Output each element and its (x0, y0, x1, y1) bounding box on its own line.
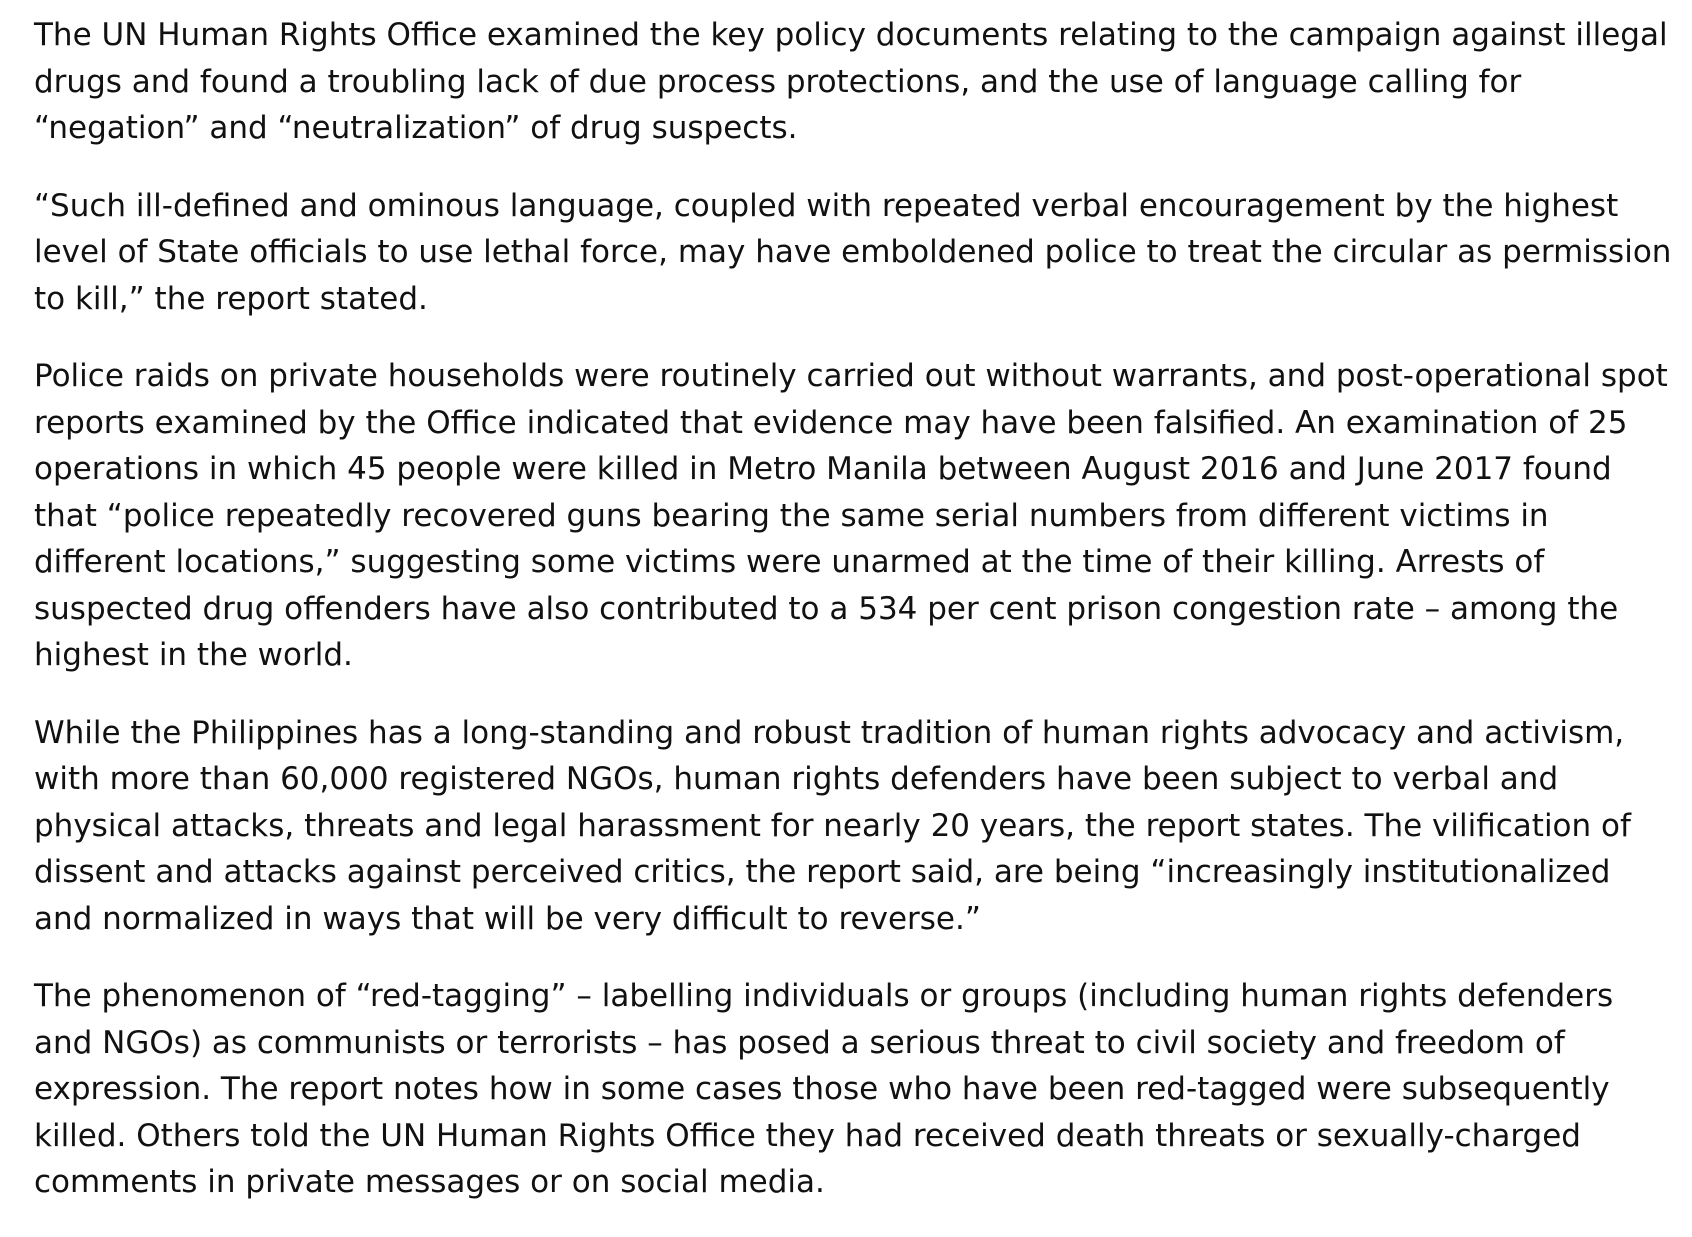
paragraph-red-tagging: The phenomenon of “red-tagging” – labelling individuals or groups (including human rights defenders and NGOs) as communists or terrorists – has posed a serious threat to civil society and freedom of expression. The report notes how in some cases those who have been red-tagged were subsequently killed. Others told the UN Human Rights Office they had received death threats or sexually-charged comments in private messages or on social media. (34, 978, 1614, 1200)
paragraph-police-raids: Police raids on private households were routinely carried out without warrants, and post-operational spot reports examined by the Office indicated that evidence may have been falsified. An examination of 25 operations in which 45 people were killed in Metro Manila between August 2016 and June 2017 found that “police repeatedly recovered guns bearing the same serial numbers from different victims in different locations,” suggesting some victims were unarmed at the time of their killing. Arrests of suspected drug offenders have also contributed to a 534 per cent prison congestion rate – among the highest in the world. (34, 358, 1668, 673)
paragraph-report-quote: “Such ill-defined and ominous language, coupled with repeated verbal encouragement by the highest level of State officials to use lethal force, may have emboldened police to treat the circular as permission to kill,” the report stated. (34, 187, 1672, 317)
article-body (34, 12, 1674, 1237)
paragraph-human-rights-defenders: While the Philippines has a long-standing and robust tradition of human rights advocacy and activism, with more than 60,000 registered NGOs, human rights defenders have been subject to verbal and physical attacks, threats and legal harassment for nearly 20 years, the report states. The vilification of dissent and attacks against perceived critics, the report said, are being “increasingly institutionalized and normalized in ways that will be very difficult to reverse.” (34, 714, 1631, 937)
paragraph-policy-documents: The UN Human Rights Office examined the key policy documents relating to the campaign against illegal drugs and found a troubling lack of due process protections, and the use of language calling for “negation” and “neutralization” of drug suspects. (34, 17, 1668, 146)
